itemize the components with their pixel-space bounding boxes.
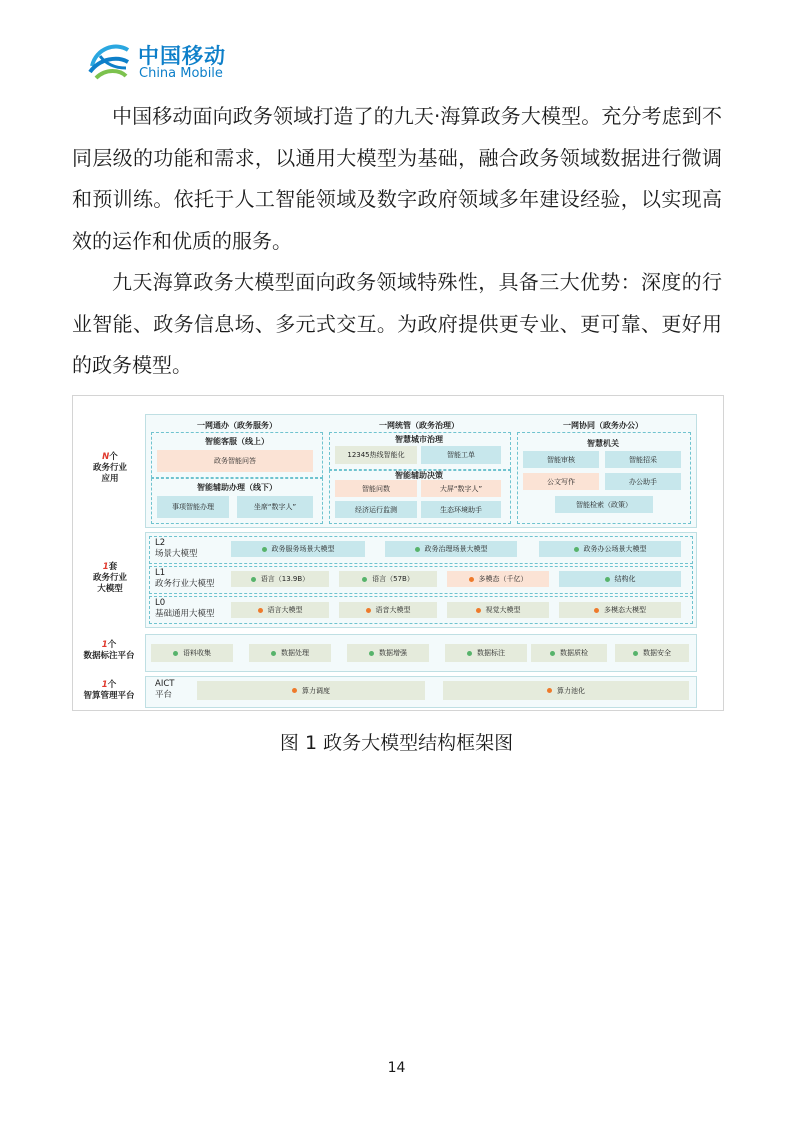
app-row-label-num: N (102, 452, 110, 462)
l0-item-speech-text: 语音大模型 (375, 606, 411, 614)
data-item-label-text: 数据标注 (477, 649, 505, 657)
data-row-label-rest: 个 (107, 640, 117, 650)
col3-item-procure: 智能招采 (605, 451, 681, 468)
l2-item-office (539, 541, 681, 557)
l1-code: L1 (155, 568, 166, 578)
data-item-collect (151, 644, 233, 662)
orange-dot-icon (366, 608, 371, 613)
col2-group2-title: 智能辅助决策 (395, 471, 443, 480)
compute-row-label-rest: 个 (107, 680, 117, 690)
l2-name: 场景大模型 (155, 549, 198, 559)
green-dot-icon (362, 577, 367, 582)
l2-item-service (231, 541, 365, 557)
green-dot-icon (605, 577, 610, 582)
compute-name: 平台 (155, 690, 173, 700)
col3-title: 一网协同（政务办公） (563, 421, 643, 430)
model-row-label (79, 562, 141, 595)
l1-item-lang-139b (231, 571, 329, 587)
green-dot-icon (369, 651, 374, 656)
l2-item-service-text: 政务服务场景大模型 (271, 545, 335, 553)
orange-dot-icon (292, 688, 297, 693)
l1-item-lang-57b (339, 571, 437, 587)
col2-group1-title: 智慧城市治理 (395, 435, 443, 444)
data-row-label-line2: 数据标注平台 (83, 651, 135, 661)
l2-label (155, 538, 198, 560)
l0-name: 基础通用大模型 (155, 609, 215, 619)
col3-item-writing: 公文写作 (523, 473, 599, 490)
data-item-qc-text: 数据质检 (560, 649, 588, 657)
green-dot-icon (251, 577, 256, 582)
l0-item-multimodal (559, 602, 681, 618)
col2-item-workorder: 智能工单 (421, 446, 501, 464)
col1-item-handle: 事项智能办理 (157, 496, 229, 518)
logo-chinese-text: 中国移动 (138, 44, 226, 68)
logo-english-text: China Mobile (139, 66, 223, 81)
china-mobile-logo (86, 38, 246, 86)
l0-item-speech (339, 602, 437, 618)
paragraph-1 (72, 96, 722, 262)
paragraph-1-text: 中国移动面向政务领域打造了的九天·海算政务大模型。充分考虑到不同层级的功能和需求，以通用大模型为基础，融合政务领域数据进行微调和预训练。依托于人工智能领域及数字政府领域多年建设经验，以实现高效的运作和优质的服务。 (72, 104, 722, 253)
col2-item-screen-human: 大屏“数字人” (421, 480, 501, 497)
app-row-label-rest: 个 (109, 452, 118, 462)
figure-caption: 图 1 政务大模型结构框架图 (279, 732, 514, 754)
data-item-augment (347, 644, 429, 662)
col3-group1-title: 智慧机关 (587, 439, 619, 448)
l1-item-lang-57b-text: 语言（57B） (372, 575, 414, 583)
col1-item-digital-human: 坐席“数字人” (237, 496, 313, 518)
app-row-label-line2: 政务行业 (92, 463, 127, 473)
l2-item-governance-text: 政务治理场景大模型 (424, 545, 488, 553)
green-dot-icon (550, 651, 555, 656)
l1-item-lang-139b-text: 语言（13.9B） (260, 575, 310, 583)
page-number: 14 (387, 1060, 406, 1076)
data-item-process-text: 数据处理 (281, 649, 309, 657)
data-item-security-text: 数据安全 (643, 649, 671, 657)
orange-dot-icon (547, 688, 552, 693)
green-dot-icon (574, 547, 579, 552)
l2-item-governance (385, 541, 517, 557)
col1-item-qa: 政务智能问答 (157, 450, 313, 472)
l0-item-vision-text: 视觉大模型 (485, 606, 521, 614)
l0-label (155, 598, 215, 620)
l1-item-multimodal (447, 571, 549, 587)
china-mobile-logo-icon (86, 38, 132, 84)
l0-code: L0 (155, 598, 166, 608)
data-item-qc (531, 644, 607, 662)
data-item-augment-text: 数据增强 (379, 649, 407, 657)
col3-item-review: 智能审核 (523, 451, 599, 468)
compute-item-schedule (197, 681, 425, 700)
model-row-label-num: 1 (102, 562, 109, 572)
l2-code: L2 (155, 538, 166, 548)
architecture-figure (72, 395, 724, 711)
col1-title: 一网通办（政务服务） (197, 421, 277, 430)
col2-title: 一网统管（政务治理） (379, 421, 459, 430)
green-dot-icon (173, 651, 178, 656)
col1-group2-title: 智能辅助办理（线下） (197, 483, 277, 492)
compute-item-schedule-text: 算力调度 (302, 686, 330, 695)
l1-item-structured-text: 结构化 (614, 575, 636, 583)
orange-dot-icon (594, 608, 599, 613)
l0-item-language (231, 602, 329, 618)
l1-name: 政务行业大模型 (155, 579, 215, 589)
col3-item-policy-search: 智能检索（政策） (555, 496, 653, 513)
data-row-label-num: 1 (101, 640, 108, 650)
data-item-label (445, 644, 527, 662)
compute-row-label (75, 680, 143, 702)
green-dot-icon (467, 651, 472, 656)
green-dot-icon (262, 547, 267, 552)
l2-item-office-text: 政务办公场景大模型 (583, 545, 647, 553)
compute-label (155, 679, 174, 701)
l1-item-multimodal-text: 多模态（千亿） (478, 575, 528, 583)
col2-item-ask-data: 智能问数 (335, 480, 417, 497)
data-item-collect-text: 语料收集 (183, 649, 211, 657)
orange-dot-icon (258, 608, 263, 613)
paragraph-2 (72, 262, 722, 387)
app-row-label (79, 452, 141, 485)
paragraph-2-text: 九天海算政务大模型面向政务领域特殊性，具备三大优势：深度的行业智能、政务信息场、多元式交互。为政府提供更专业、更可靠、更好用的政务模型。 (72, 270, 722, 377)
compute-item-pool-text: 算力池化 (557, 686, 585, 695)
data-item-process (249, 644, 331, 662)
model-row-label-line3: 大模型 (97, 584, 123, 594)
green-dot-icon (633, 651, 638, 656)
col2-item-ecology: 生态环境助手 (421, 501, 501, 518)
orange-dot-icon (469, 577, 474, 582)
data-item-security (615, 644, 689, 662)
green-dot-icon (271, 651, 276, 656)
model-row-label-line2: 政务行业 (92, 573, 127, 583)
app-row-label-line3: 应用 (101, 474, 119, 484)
l0-item-language-text: 语言大模型 (267, 606, 303, 614)
orange-dot-icon (476, 608, 481, 613)
compute-row-label-num: 1 (101, 680, 108, 690)
compute-code: AICT (155, 679, 175, 689)
compute-row-label-line2: 智算管理平台 (83, 691, 135, 701)
col2-item-economy: 经济运行监测 (335, 501, 417, 518)
col3-item-office: 办公助手 (605, 473, 681, 490)
col2-item-hotline: 12345热线智能化 (335, 446, 417, 464)
l0-item-multimodal-text: 多模态大模型 (604, 606, 646, 614)
l0-item-vision (447, 602, 549, 618)
compute-item-pool (443, 681, 689, 700)
model-row-label-rest: 套 (108, 562, 118, 572)
green-dot-icon (415, 547, 420, 552)
l1-item-structured (559, 571, 681, 587)
col1-group1-title: 智能客服（线上） (205, 437, 269, 446)
data-row-label (75, 640, 143, 662)
l1-label (155, 568, 215, 590)
